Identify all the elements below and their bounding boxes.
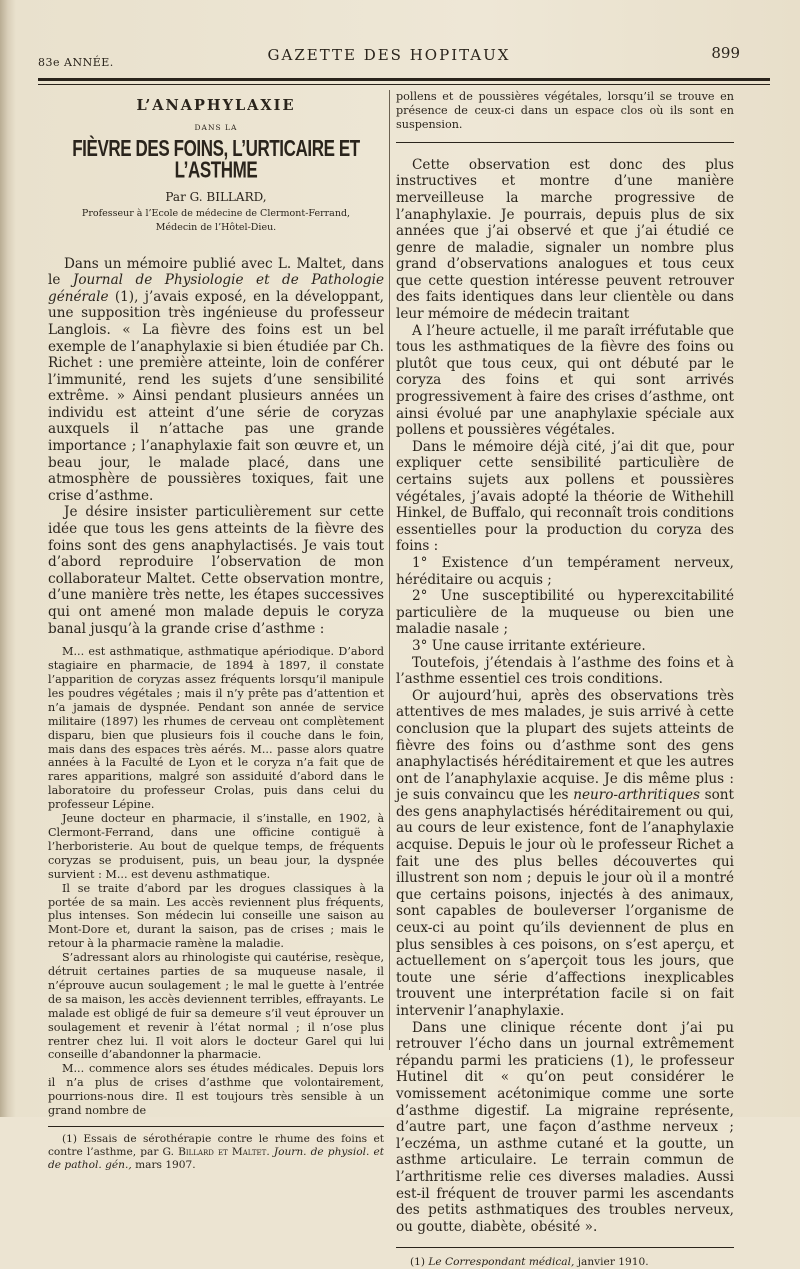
volume-label: 83e ANNÉE. [38,56,114,69]
section-rule [396,142,734,143]
header-rule-thin [38,84,770,85]
right-paragraph-3: Dans le mémoire déjà cité, j’ai dit que, pour expliquer cette sensibilité particulière de certains sujets aux pollens et poussières végétales, j’avais adopté la théorie de Withehill Hinkel, de Buffalo, qui reconnaît trois conditions essentielles pour la production du coryza des foins : [396,438,734,555]
right-footnote-rule [396,1247,734,1248]
condition-2: 2° Une susceptibilité ou hyperexcitabilité particulière de la muqueuse ou bien une maladie nasale ; [396,588,734,638]
left-column [48,90,384,1172]
journal-title: GAZETTE DES HOPITAUX [267,46,511,64]
footnote-rule [48,1126,384,1127]
header-rule-thick [38,78,770,81]
journal-reference: Journal de Physiologie et de Pathologie générale [48,272,384,305]
right-footnote: (1) Le Correspondant médical, janvier 1910. [410,1256,649,1269]
condition-1: 1° Existence d’un tempérament nerveux, héréditaire ou acquis ; [396,554,734,588]
right-continuation: pollens et de poussières végétales, lorsqu’il se trouve en présence de ceux-ci dans un espace clos où ils sont en suspension. [396,90,734,131]
author-affiliation-2: Médecin de l’Hôtel-Dieu. [155,221,277,233]
article-dans: DANS LA [194,122,238,132]
author-affiliation-1: Professeur à l’Ecole de médecine de Clermont-Ferrand, [81,207,351,219]
observation-paragraph-2: Jeune docteur en pharmacie, il s’installe, en 1902, à Clermont-Ferrand, dans une officine contiguë à l’herboristerie. Au bout de quelque temps, de fréquents coryzas se produisent, puis, un beau jour, la dyspnée survient : M... est devenu asthmatique. [48,812,384,881]
right-paragraph-5: Or aujourd’hui, après des observations très attentives de mes malades, je suis arrivé à cette conclusion que la plupart des sujets atteints de fièvre des foins ou d’asthme sont des gens anaphylactisés héréditairement et que les autres ont de l’anaphylaxie acquise. Je dis même plus : je suis convaincu que les neuro-arthritiques sont des gens anaphylactisés héréditairement ou qui, au cours de leur existence, font de l’anaphylaxie acquise. Depuis le jour où le professeur Richet a fait une des plus belles découvertes qui illustrent son nom ; depuis le jour où il a montré que certains poisons, injectés à des animaux, sont capables de bouleverser l’organisme de ceux-ci au point qu’ils deviennent de plus en plus sensibles à ces poisons, on s’est aperçu, et actuellement on s’aperçoit tous les jours, que toute une série d’affections inexplicables trouvent une interprétation facile si on fait intervenir l’anaphylaxie. [396,687,734,1019]
right-paragraph-6: Dans une clinique récente dont j’ai pu retrouver l’écho dans un journal extrêmement répandu parmi les praticiens (1), le professeur Hutinel dit « qu’on peut considérer le vomissement acétonimique comme une sorte d’asthme digestif. La migraine représente, d’autre part, une façon d’asthme nerveux ; l’eczéma, un asthme cutané et la goutte, un asthme articulaire. Le terrain commun de l’arthritisme relie ces diverses maladies. Aussi est-il fréquent de trouver parmi les ascendants des petits asthmatiques des troubles nerveux, ou goutte, diabète, obésité ». [396,1019,734,1235]
page-number: 899 [711,44,740,62]
left-paragraph-1: Dans un mémoire publié avec L. Maltet, dans le Journal de Physiologie et de Pathologie générale (1), j’avais exposé, en la développant, une supposition très ingénieuse du professeur Langlois. « La fièvre des foins est un bel exemple de l’anaphylaxie si bien étudiée par Ch. Richet : une première atteinte, loin de conférer l’immunité, rend les sujets d’une sensibilité extrême. » Ainsi pendant plusieurs années un individu est atteint d’une série de coryzas auxquels il n’attache pas une grande importance ; l’anaphylaxie fait son œuvre et, un beau jour, le malade placé, dans une atmosphère de poussières toxiques, fait une crise d’asthme. [48,255,384,504]
right-paragraph-1: Cette observation est donc des plus instructives et montre d’une manière merveilleuse la marche progressive de l’anaphylaxie. Je pourrais, depuis plus de six années que j’ai observé et que j’ai étudié ce genre de maladie, signaler un nombre plus grand d’observations analogues et tous ceux que cette question intéresse peuvent retrouver des faits identiques dans leur clientèle ou dans leur mémoire de médecin traitant [396,156,734,323]
observation-paragraph-4: S’adressant alors au rhinologiste qui cautérise, resèque, détruit certaines parties de sa muqueuse nasale, il n’éprouve aucun soulagement ; le mal le guette à l’entrée de sa maison, les accès deviennent terribles, effrayants. Le malade est obligé de fuir sa demeure s’il veut éprouver un soulagement et revenir à l’état normal ; il n’ose plus rentrer chez lui. Il voit alors le docteur Garel qui lui conseille d’abandonner la pharmacie. [48,951,384,1062]
right-column [396,90,734,1269]
left-footnote: (1) Essais de sérothérapie contre le rhume des foins et contre l’asthme, par G. Billard et Maltet. Journ. de physiol. et de pathol. gén., mars 1907. [48,1133,384,1171]
article-subtitle: FIÈVRE DES FOINS, L’URTICAIRE ET L’ASTHME [72,135,360,183]
running-header [38,42,740,72]
condition-3: 3° Une cause irritante extérieure. [412,637,646,654]
neuro-arthritiques-term: neuro-arthritiques [573,787,700,804]
column-divider [389,90,390,1050]
observation-paragraph-5: M... commence alors ses études médicales. Depuis lors il n’a plus de crises d’asthme que volontairement, pourrions-nous dire. Il est toujours très sensible à un grand nombre de [48,1062,384,1118]
left-paragraph-2: Je désire insister particulièrement sur cette idée que tous les gens atteints de la fièvre des foins sont des gens anaphylactisés. Je vais tout d’abord reproduire l’observation de mon collaborateur Maltet. Cette observation montre, d’une manière très nette, les étapes successives qui ont amené mon malade depuis le coryza banal jusqu’à la grande crise d’asthme : [48,504,384,637]
right-paragraph-2: A l’heure actuelle, il me paraît irréfutable que tous les asthmatiques de la fièvre des foins ou plutôt que tous ceux, qui ont débuté par le coryza des foins et qui sont arrivés progressivement à faire des crises d’asthme, ont ainsi évolué par une anaphylaxie spéciale aux pollens et poussières végétales. [396,322,734,439]
article-author: Par G. BILLARD, [165,189,267,204]
observation-paragraph-3: Il se traite d’abord par les drogues classiques à la portée de sa main. Les accès reviennent plus fréquents, plus intenses. Son médecin lui conseille une saison au Mont-Dore et, durant la saison, pas de crises ; mais le retour à la pharmacie ramène la maladie. [48,881,384,951]
article-title: L’ANAPHYLAXIE [136,97,296,114]
right-paragraph-4: Toutefois, j’étendais à l’asthme des foins et à l’asthme essentiel ces trois conditions. [396,654,734,688]
observation-paragraph-1: M... est asthmatique, asthmatique apériodique. D’abord stagiaire en pharmacie, de 1894 à 1897, il constate l’apparition de coryzas assez fréquents lorsqu’il manipule les poudres végétales ; mais il n’y prête pas d’attention et n’a jamais de dyspnée. Pendant son année de service militaire (1897) les rhumes de cerveau ont complètement disparu, bien que plusieurs fois il couche dans le foin, mais dans des espaces très aérés. M... passe alors quatre années à la Faculté de Lyon et le coryza n’a fait que de rares apparitions, malgré son assiduité d’abord dans le laboratoire du professeur Crolas, puis dans celui du professeur Lépine. [48,645,384,812]
